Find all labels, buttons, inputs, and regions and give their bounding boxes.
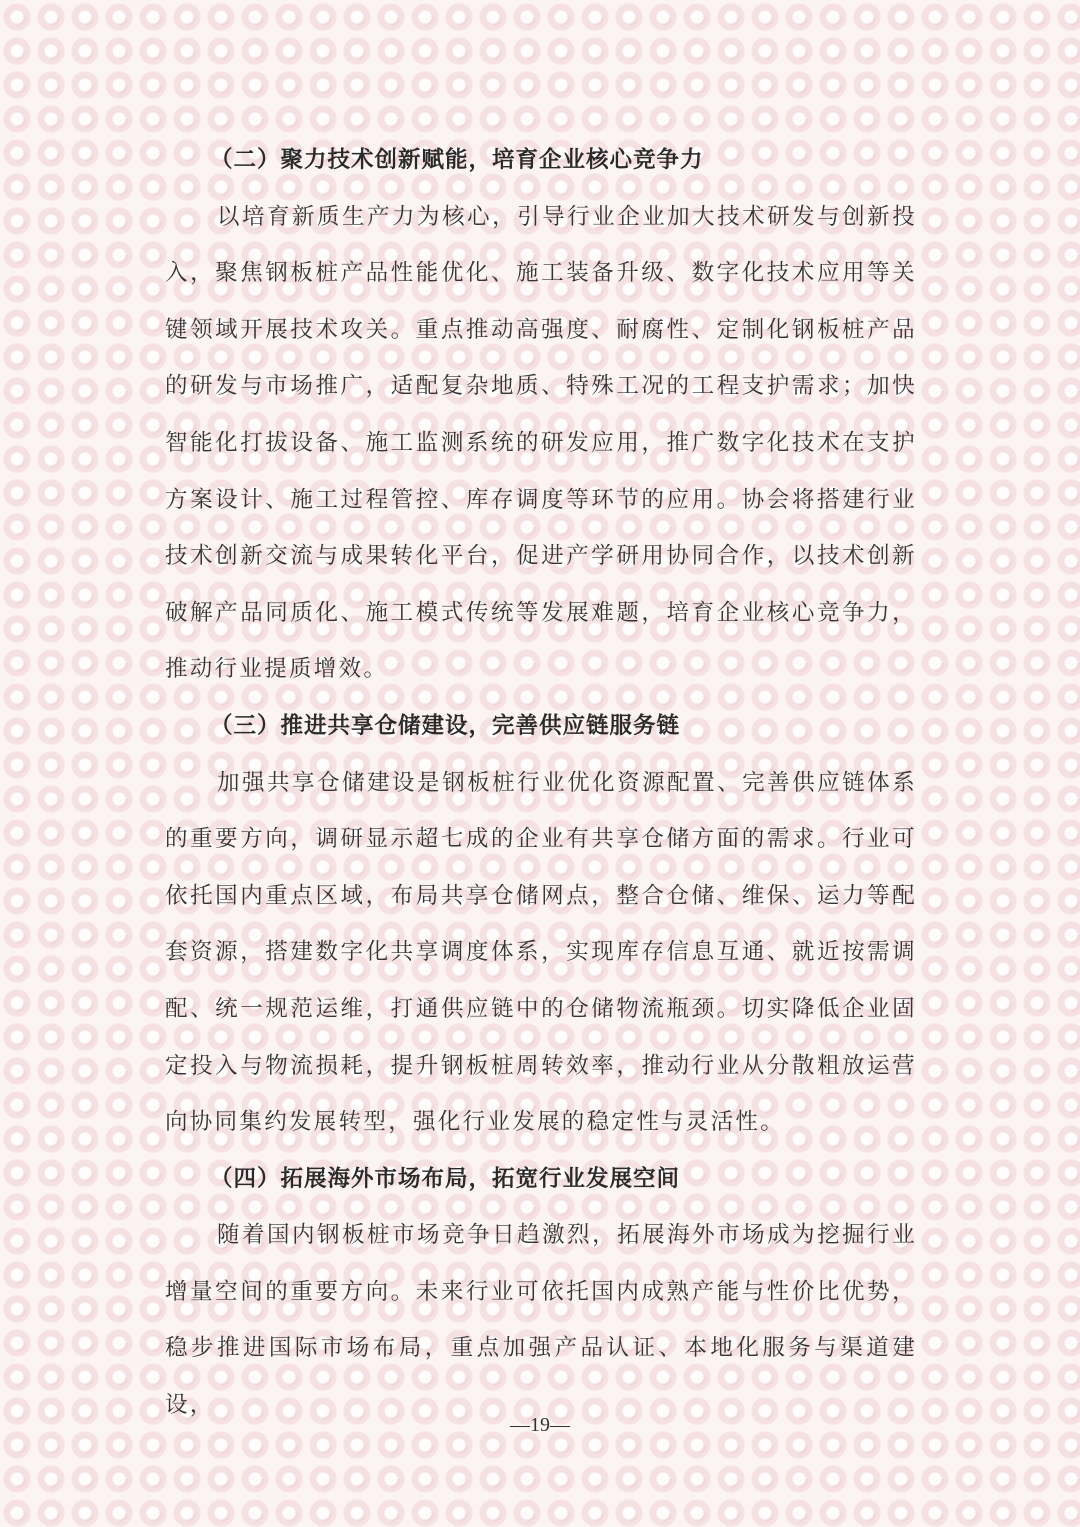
section-paragraph-4: 随着国内钢板桩市场竞争日趋激烈，拓展海外市场成为挖掘行业增量空间的重要方向。未来行业可依托国内成熟产能与性价比优势，稳步推进国际市场布局，重点加强产品认证、本地化服务与渠道建设， <box>165 1222 917 1419</box>
section-heading-2: （二）聚力技术创新赋能，培育企业核心竞争力 <box>210 147 704 173</box>
section-heading-3: （三）推进共享仓储建设，完善供应链服务链 <box>210 712 681 739</box>
section-paragraph-3: 加强共享仓储建设是钢板桩行业优化资源配置、完善供应链体系的重要方向，调研显示超七成的企业有共享仓储方面的需求。行业可依托国内重点区域，布局共享仓储网点，整合仓储、维保、运力等配套资源，搭建数字化共享调度体系，实现库存信息互通、就近按需调配、统一规范运维，打通供应链中的仓储物流瓶颈。切实降低企业固定投入与物流损耗，提升钢板桩周转效率，推动行业从分散粗放运营向协同集约发展转型，强化行业发展的稳定性与灵活性。 <box>165 769 917 1136</box>
page-content <box>165 132 917 1434</box>
section-heading-4: （四）拓展海外市场布局，拓宽行业发展空间 <box>210 1165 681 1192</box>
section-paragraph-2: 以培育新质生产力为核心，引导行业企业加大技术研发与创新投入，聚焦钢板桩产品性能优化、施工装备升级、数字化技术应用等关键领域开展技术攻关。重点推动高强度、耐腐性、定制化钢板桩产品的研发与市场推广，适配复杂地质、特殊工况的工程支护需求；加快智能化打拔设备、施工监测系统的研发应用，推广数字化技术在支护方案设计、施工过程管控、库存调度等环节的应用。协会将搭建行业技术创新交流与成果转化平台，促进产学研用协同合作，以技术创新破解产品同质化、施工模式传统等发展难题，培育企业核心竞争力，推动行业提质增效。 <box>165 203 917 683</box>
page-number: —19— <box>510 1414 570 1436</box>
